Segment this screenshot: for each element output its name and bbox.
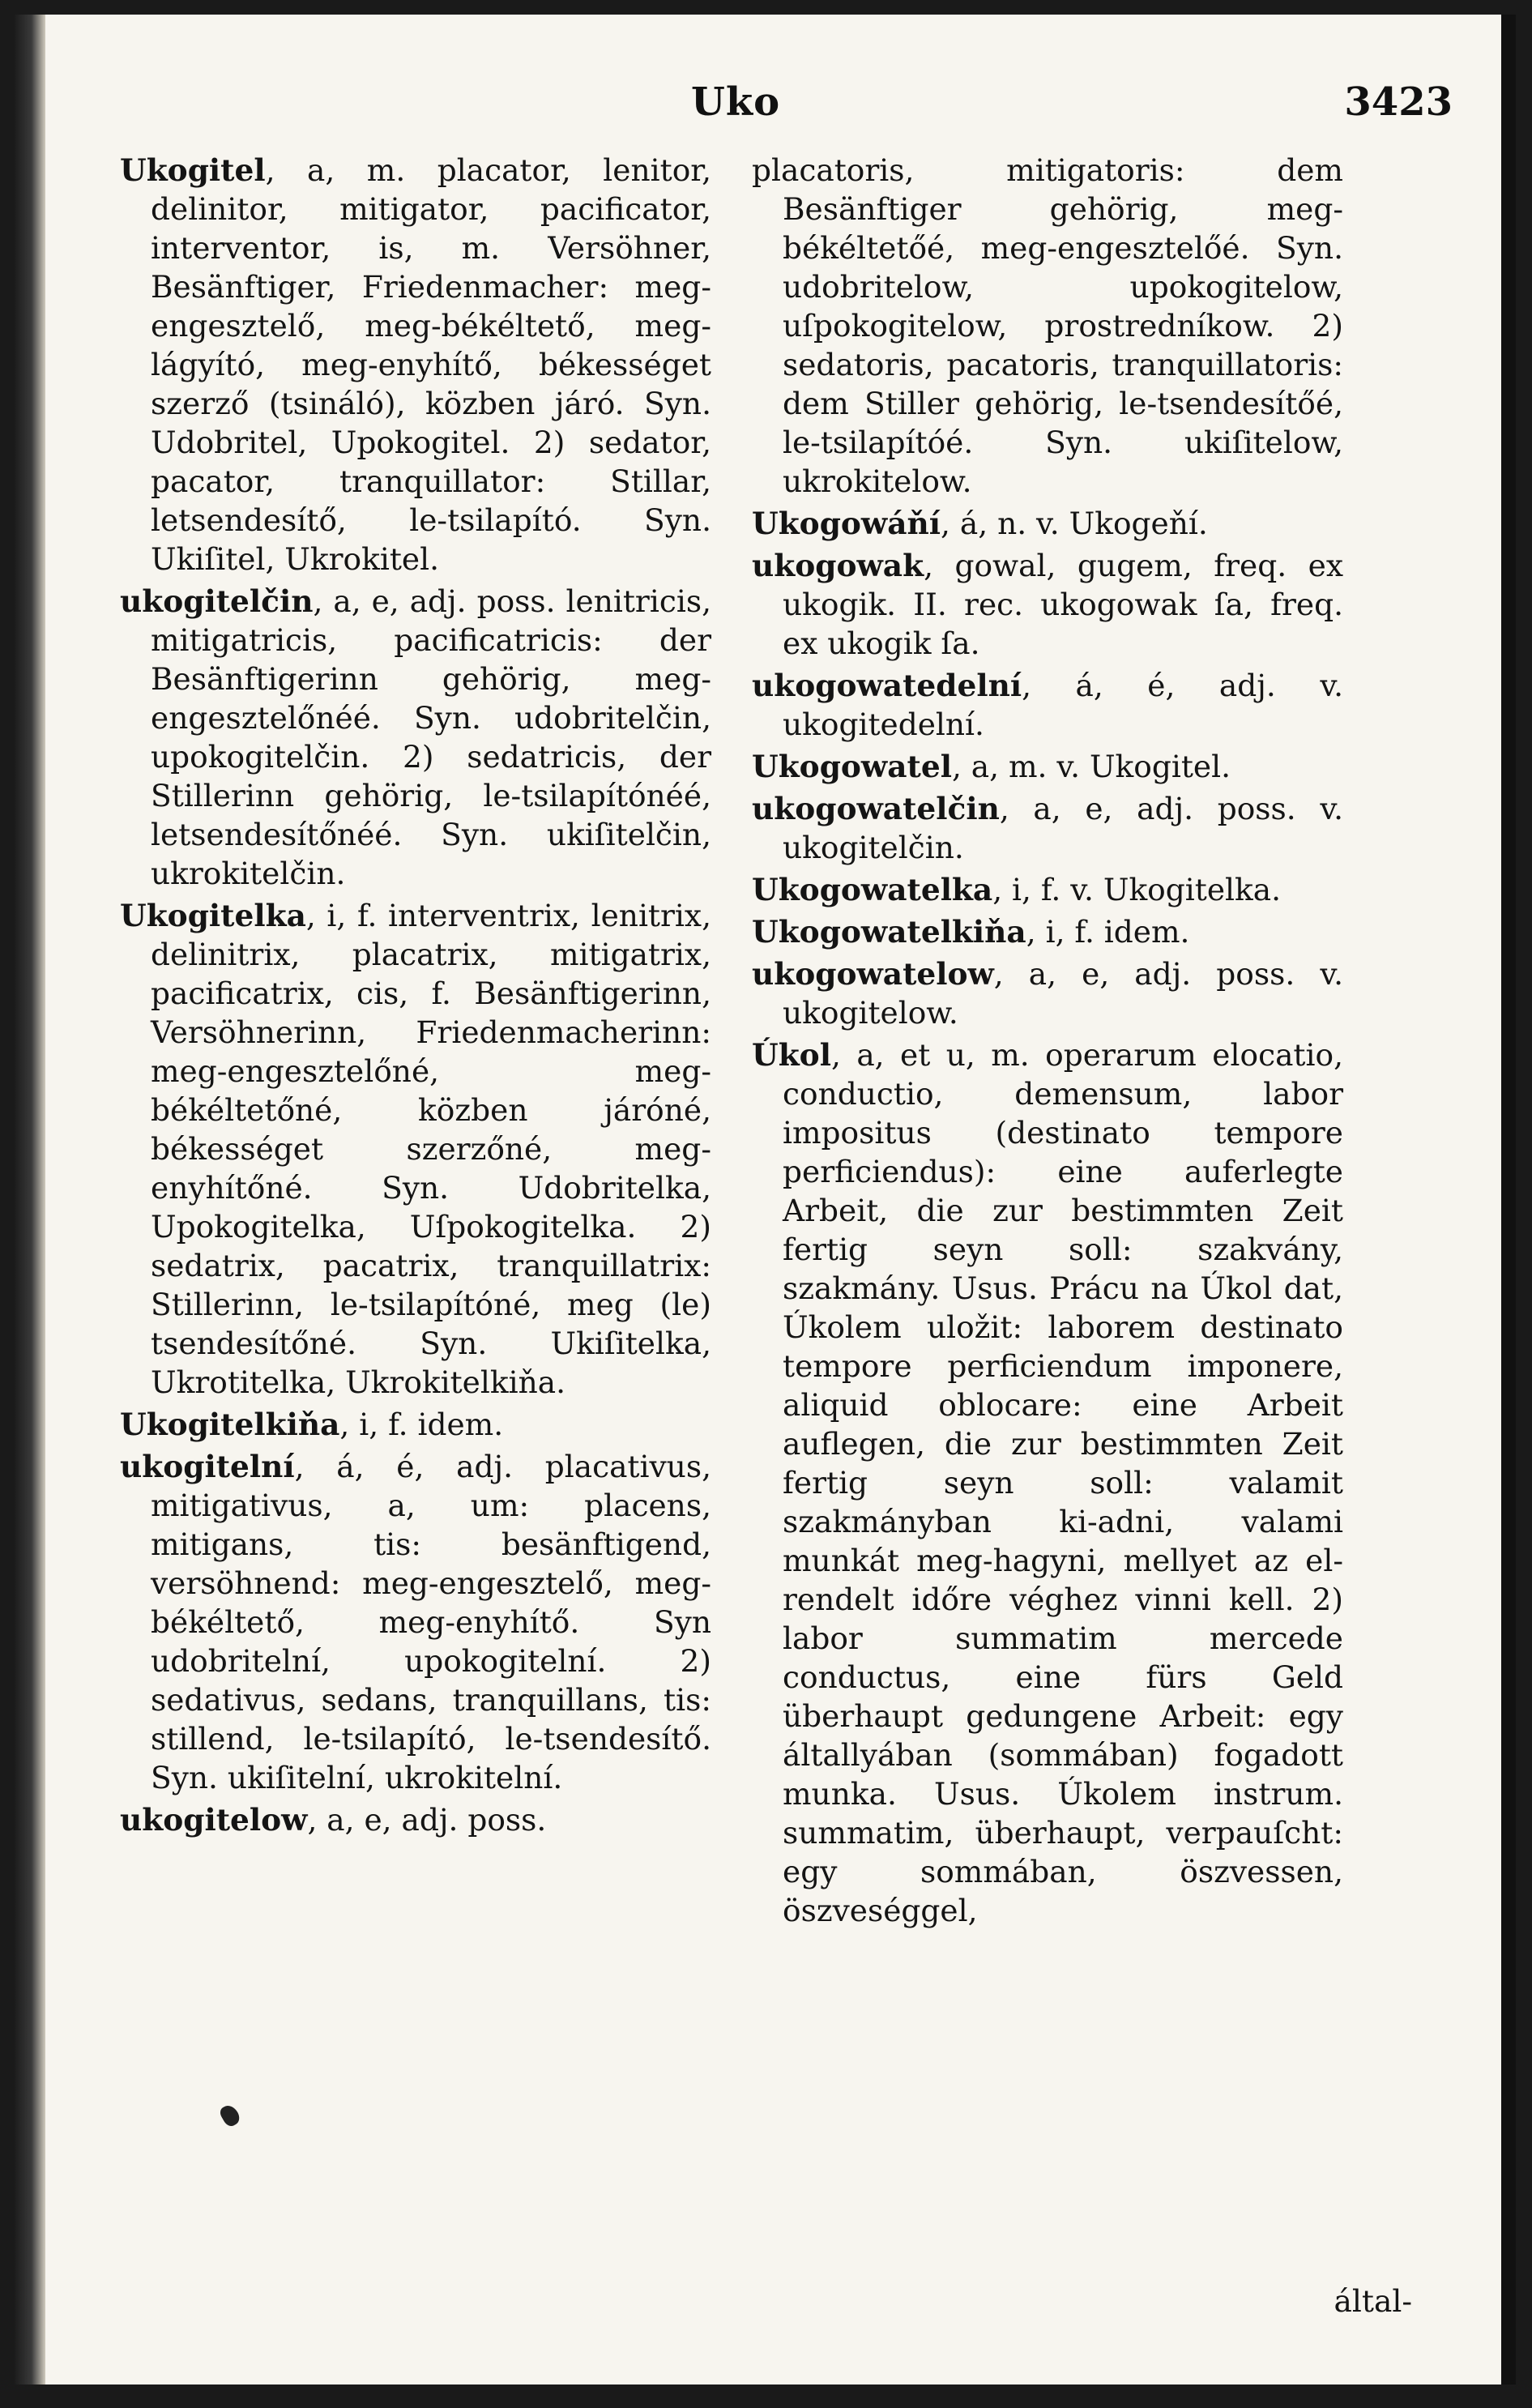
dictionary-entry	[752, 504, 1343, 543]
entry-headword: ukogitelní	[120, 1449, 295, 1484]
dictionary-entry	[752, 747, 1343, 786]
left-column	[120, 151, 711, 1842]
entry-definition: , a, e, adj. poss. v. ukogitelčin.	[783, 791, 1343, 865]
dictionary-entry	[120, 151, 711, 579]
entry-definition: , i, f. idem.	[339, 1407, 504, 1442]
dictionary-entry	[752, 546, 1343, 663]
entry-definition: , a, et u, m. operarum elocatio, conductio, demensum, labor impositus (destinato tempore perficiendus): eine auferlegte Arbeit, die zur bestimmten Zeit fertig seyn soll: szakvány, szakmány. Usus. Prácu na Úkol dat, Úkolem uložit: laborem destinato tempore perficiendum imponere, aliquid oblocare: eine Arbeit auflegen, die zur bestimmten Zeit fertig seyn soll: valamit szakmányban ki-adni, valami munkát meg-hagyni, mellyet az el-rendelt időre véghez vinni kell. 2) labor summatim mercede conductus, eine fürs Geld überhaupt gedungene Arbeit: egy általlyában (sommában) fogadott munka. Usus. Úkolem instrum. summatim, überhaupt, verpauſcht: egy sommában, öszvessen, öszveséggel,	[783, 1037, 1343, 1928]
entry-headword: Ukogowatelka	[752, 872, 993, 907]
dictionary-entry	[120, 1447, 711, 1797]
dictionary-entry	[752, 1035, 1343, 1930]
entry-headword: Ukogowatelkiňa	[752, 914, 1026, 950]
dictionary-entry	[120, 1405, 711, 1444]
page-number: 3423	[1344, 79, 1453, 125]
entry-headword: ukogitelow	[120, 1802, 308, 1838]
catchword: által-	[1334, 2283, 1412, 2319]
entry-headword: ukogowak	[752, 548, 924, 583]
entry-headword: Ukogowatel	[752, 749, 952, 784]
entry-headword: ukogitelčin	[120, 583, 314, 619]
entry-definition: , a, e, adj. poss. lenitricis, mitigatricis, pacificatricis: der Besänftigerinn gehörig, meg-engesztelőnéé. Syn. udobritelčin, upokogitelčin. 2) sedatricis, der Stillerinn gehörig, le-tsilapítónéé, letsendesítőnéé. Syn. ukiſitelčin, ukrokitelčin.	[151, 583, 711, 891]
dictionary-page	[15, 15, 1516, 2385]
entry-definition: placatoris, mitigatoris: dem Besänftiger gehörig, meg-békéltetőé, meg-engesztelőé. Syn. udobritelow, upokogitelow, uſpokogitelow, prostredníkow. 2) sedatoris, pacatoris, tranquillatoris: dem Stiller gehörig, le-tsendesítőé, le-tsilapítóé. Syn. ukiſitelow, ukrokitelow.	[752, 152, 1343, 499]
dictionary-entry	[752, 870, 1343, 909]
entry-definition: , i, f. v. Ukogitelka.	[992, 872, 1282, 907]
book-gutter	[15, 15, 45, 2385]
dictionary-entry	[120, 582, 711, 893]
right-column	[752, 151, 1343, 1933]
dictionary-entry	[120, 896, 711, 1402]
dictionary-entry	[752, 954, 1343, 1032]
entry-definition: , gowal, gugem, freq. ex ukogik. II. rec. ukogowak ſa, freq. ex ukogik ſa.	[783, 548, 1343, 661]
entry-headword: Ukogitel	[120, 152, 266, 188]
entry-headword: ukogowatedelní	[752, 668, 1022, 703]
entry-headword: Ukogitelka	[120, 898, 306, 933]
entry-definition: , á, é, adj. placativus, mitigativus, a, um: placens, mitigans, tis: besänftigend, versöhnend: meg-engesztelő, meg-békéltető, meg-enyhítő. Syn udobritelní, upokogitelní. 2) sedativus, sedans, tranquillans, tis: stillend, le-tsilapító, le-tsendesítő. Syn. ukiſitelní, ukrokitelní.	[151, 1449, 711, 1795]
entry-definition: , a, e, adj. poss. v. ukogitelow.	[783, 956, 1343, 1031]
dictionary-entry	[752, 151, 1343, 501]
running-head: Ukо	[691, 79, 781, 125]
dictionary-entry	[752, 789, 1343, 867]
dictionary-entry	[120, 1800, 711, 1839]
entry-headword: Ukogitelkiňa	[120, 1407, 340, 1442]
entry-headword: Úkol	[752, 1037, 831, 1073]
entry-definition: , á, é, adj. v. ukogitedelní.	[783, 668, 1343, 742]
entry-definition: , á, n. v. Ukogeňí.	[941, 506, 1208, 541]
entry-definition: , a, m. v. Ukogitel.	[951, 749, 1231, 784]
entry-definition: , i, f. interventrix, lenitrix, delinitrix, placatrix, mitigatrix, pacificatrix, cis, f. Besänftigerinn, Versöhnerinn, Friedenmacherinn: meg-engesztelőné, meg-békéltetőné, közben járóné, békességet szerzőné, meg-enyhítőné. Syn. Udobritelka, Upokogitelka, Uſpokogitelka. 2) sedatrix, pacatrix, tranquillatrix: Stillerinn, le-tsilapítóné, meg (le) tsendesítőné. Syn. Ukiſitelka, Ukrotitelka, Ukrokitelkiňa.	[151, 898, 711, 1400]
ink-blot	[218, 2103, 242, 2129]
entry-definition: , a, m. placator, lenitor, delinitor, mitigator, pacificator, interventor, is, m. Versöhner, Besänftiger, Friedenmacher: meg-engesztelő, meg-békéltető, meg-lágyító, meg-enyhítő, békességet szerző (tsináló), közben járó. Syn. Udobritel, Upokogitel. 2) sedator, pacator, tranquillator: Stillar, letsendesítő, le-tsilapító. Syn. Ukiſitel, Ukrokitel.	[151, 152, 711, 577]
dictionary-entry	[752, 912, 1343, 951]
entry-headword: ukogowatelow	[752, 956, 994, 992]
dictionary-entry	[752, 666, 1343, 744]
entry-definition: , a, e, adj. poss.	[307, 1802, 547, 1838]
entry-definition: , i, f. idem.	[1026, 914, 1190, 950]
entry-headword: Ukogowáňí	[752, 506, 941, 541]
entry-headword: ukogowatelčin	[752, 791, 1000, 826]
